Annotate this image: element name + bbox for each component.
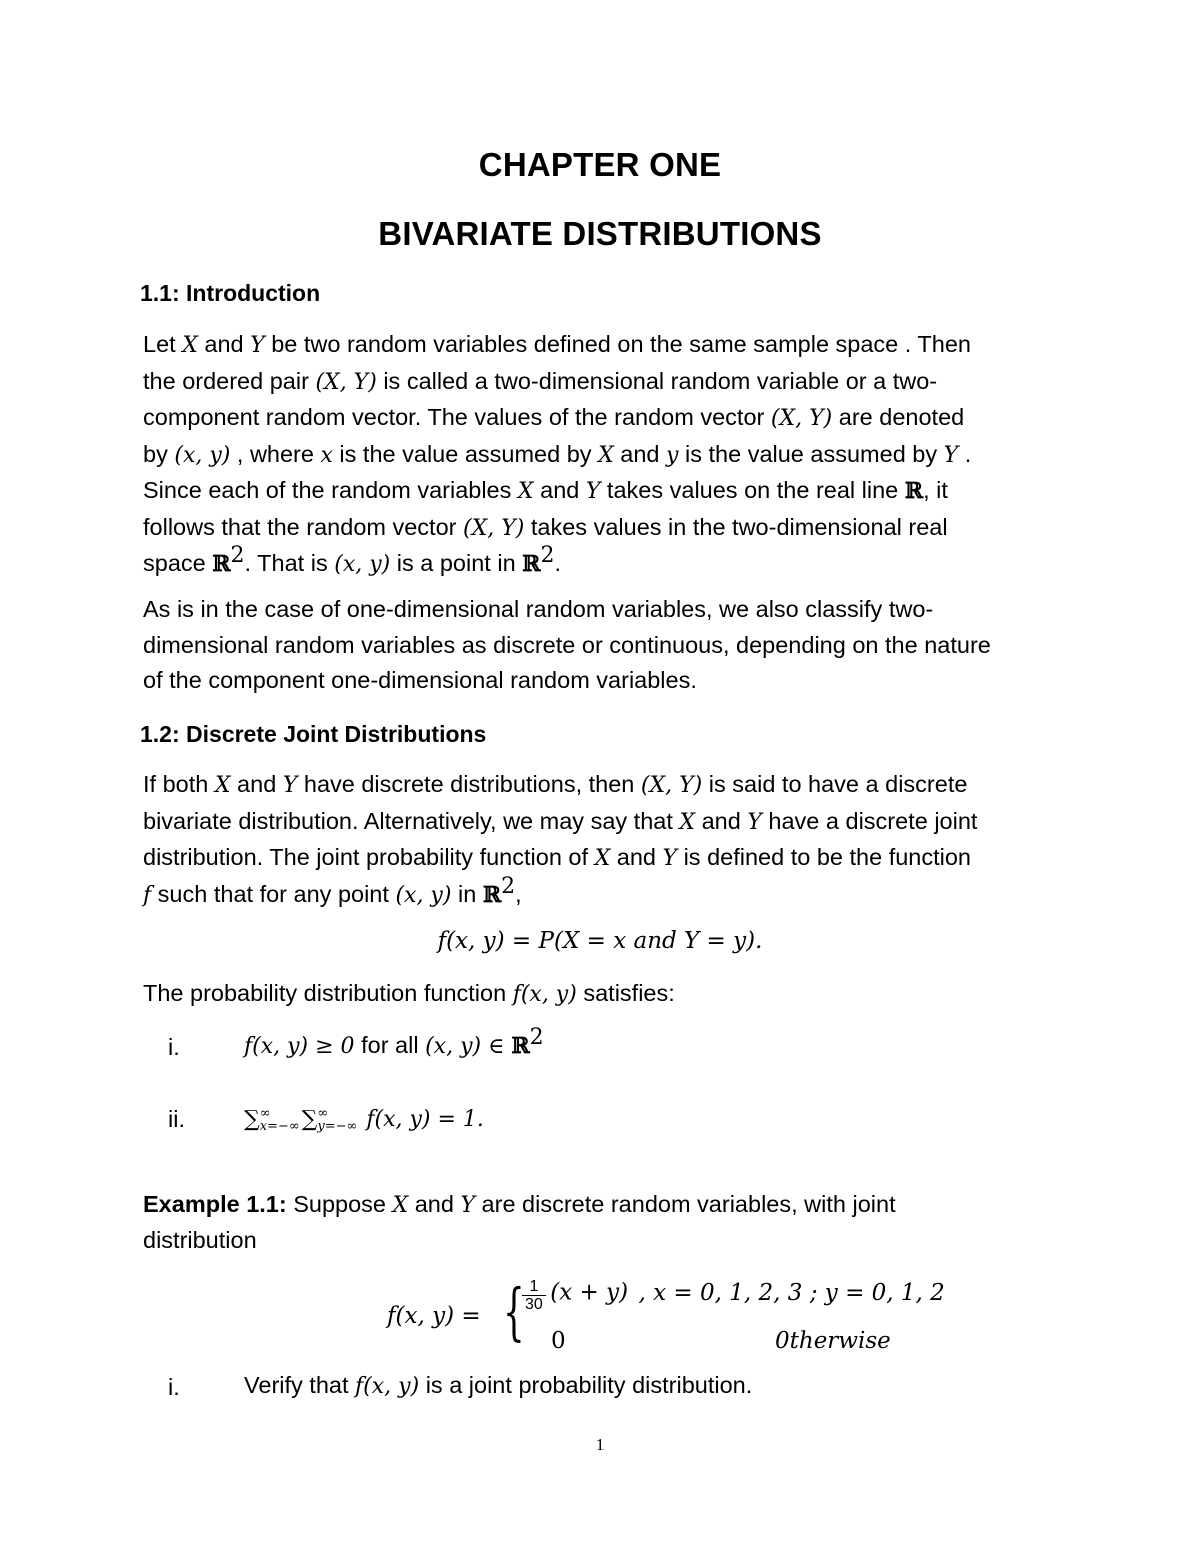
- discrete-paragraph: [143, 767, 1073, 913]
- text-line: the ordered pair (X, Y) is called a two-dimensional random variable or a two-: [143, 367, 938, 395]
- satisfies-line: The probability distribution function f(x, y) satisfies:: [143, 980, 675, 1007]
- section-heading-introduction: 1.1: Introduction: [140, 280, 321, 306]
- example-line: Example 1.1: Suppose X and Y are discrete random variables, with joint: [143, 1191, 896, 1218]
- chapter-title: CHAPTER ONE: [478, 146, 722, 183]
- condition-sum-to-one: ∑ ∞ x=−∞ ∑ ∞ y=−∞ f(x, y) = 1.: [244, 1105, 484, 1134]
- text-line: space ℝ$^2$. That is (x, y) is a point in ℝ$^2$.: [143, 543, 561, 577]
- text-line: Since each of the random variables X and Y takes values on the real line ℝ, it: [143, 477, 948, 504]
- task-marker: i.: [168, 1374, 180, 1400]
- text-line: of the component one-dimensional random variables.: [143, 667, 697, 693]
- text-line: by (x, y) , where x is the value assumed by X and y is the value assumed by Y .: [143, 440, 972, 468]
- section-heading-discrete: 1.2: Discrete Joint Distributions: [140, 721, 487, 747]
- text-line: f such that for any point (x, y) in ℝ$^2$,: [143, 873, 522, 908]
- pmf-case-2-condition: 0therwise: [775, 1328, 891, 1354]
- classification-paragraph: [143, 592, 1073, 699]
- text-line: distribution. The joint probability function of X and Y is defined to be the function: [143, 844, 972, 871]
- example-line: distribution: [143, 1227, 257, 1253]
- fraction: $\frac{1}{30}$: [522, 1278, 546, 1313]
- intro-paragraph: [143, 327, 1073, 583]
- chapter-subtitle: BIVARIATE DISTRIBUTIONS: [378, 215, 822, 252]
- condition-marker: ii.: [168, 1106, 185, 1132]
- joint-pmf-definition: f(x, y) = P(X = x and Y = y).: [437, 928, 763, 954]
- pmf-case-1: $\frac{1}{30}$ (x + y) , x = 0, 1, 2, 3 ; y = 0, 1, 2: [522, 1278, 945, 1313]
- text-line: follows that the random vector (X, Y) takes values in the two-dimensional real: [143, 513, 948, 541]
- text-line: component random vector. The values of the random vector (X, Y) are denoted: [143, 404, 965, 431]
- task-verify: Verify that f(x, y) is a joint probability distribution.: [244, 1372, 753, 1399]
- text-line: bivariate distribution. Alternatively, we may say that X and Y have a discrete joint: [143, 807, 978, 835]
- text-line: Let X and Y be two random variables defined on the same sample space . Then: [143, 331, 971, 358]
- text-line: If both X and Y have discrete distributions, then (X, Y) is said to have a discrete: [143, 771, 968, 798]
- condition-marker: i.: [168, 1034, 180, 1060]
- page-number: 1: [595, 1435, 605, 1454]
- piecewise-brace: {: [503, 1275, 525, 1348]
- text-line: dimensional random variables as discrete or continuous, depending on the nature: [143, 631, 991, 658]
- pmf-lhs: f(x, y) =: [387, 1303, 481, 1329]
- pmf-case-2-value: 0: [551, 1328, 566, 1354]
- text-line: As is in the case of one-dimensional random variables, we also classify two-: [143, 596, 934, 622]
- condition-nonnegative: f(x, y) ≥ 0 for all (x, y) ∈ ℝ$^2$: [244, 1025, 544, 1059]
